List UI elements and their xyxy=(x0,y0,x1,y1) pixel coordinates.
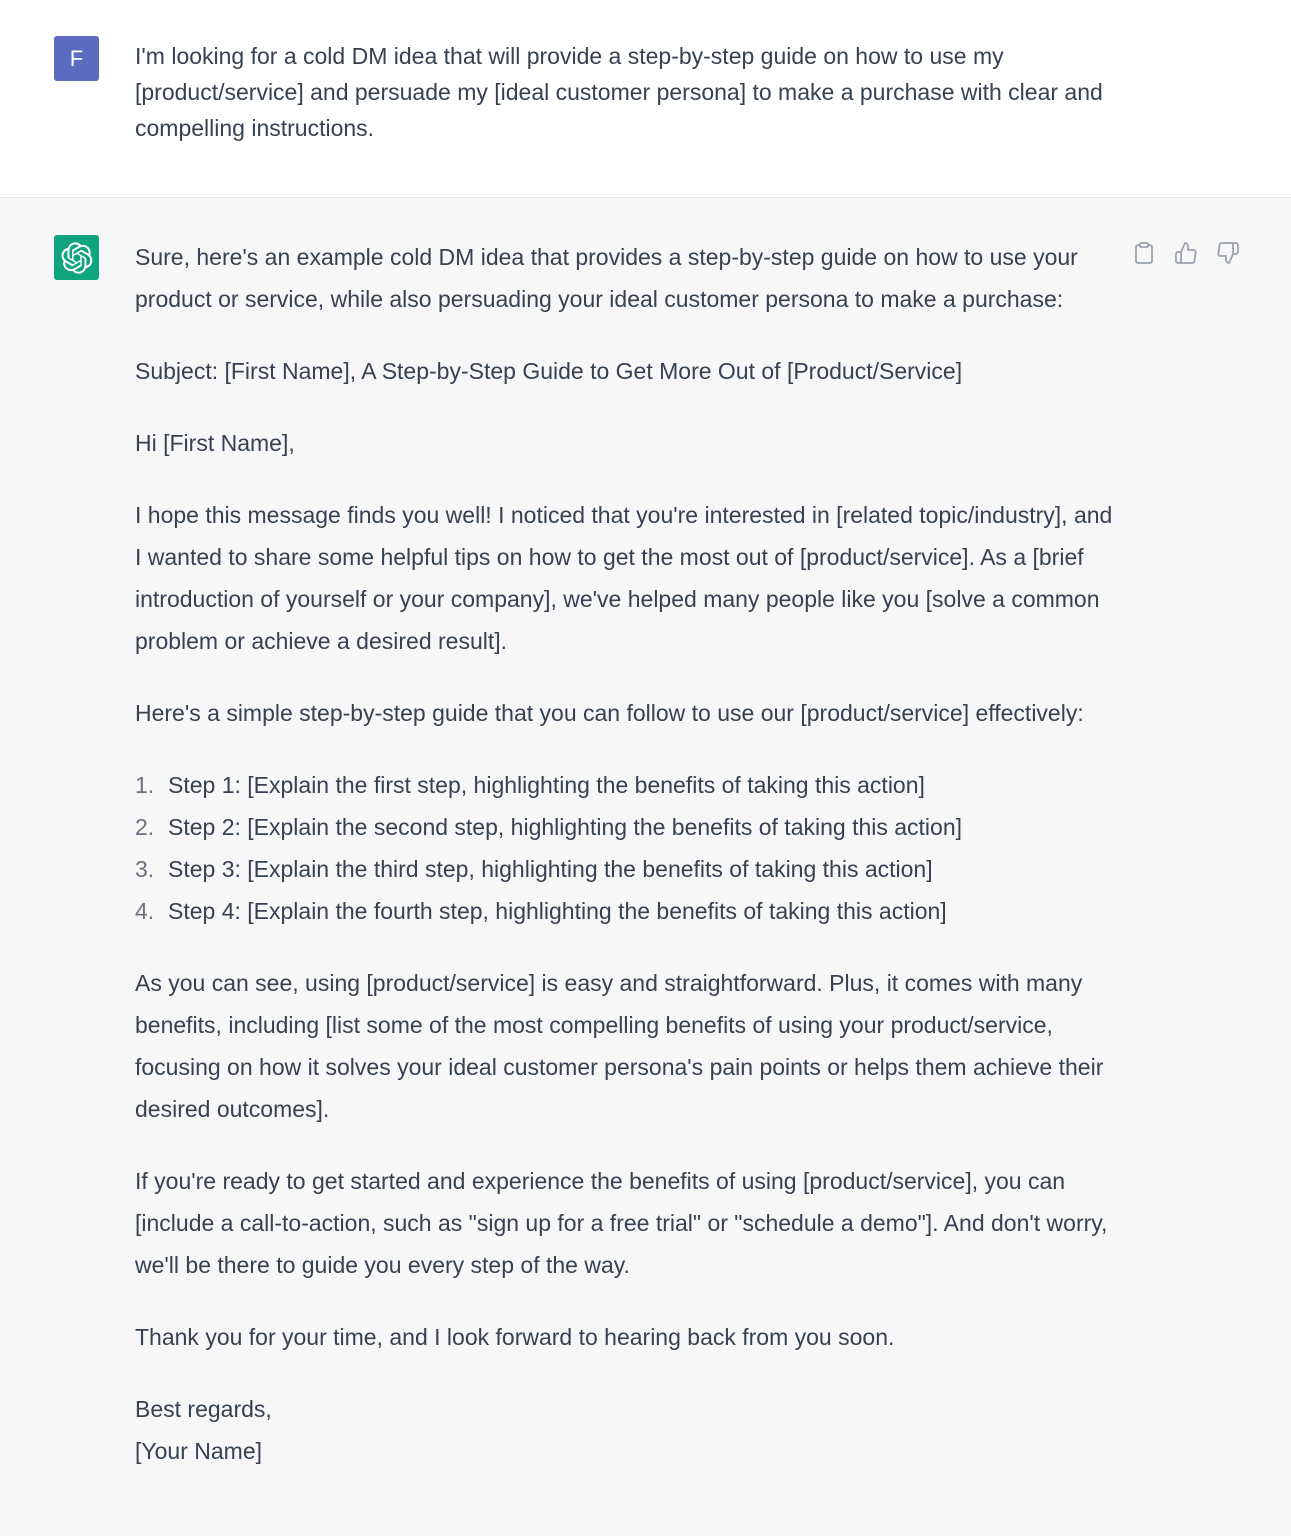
hope-paragraph: I hope this message finds you well! I noticed that you're interested in [related topic/industry], and I wanted to share some helpful tips on how to get the most out of [product/service]. As a [brief introduction of yourself or your company], we've helped many people like you [solve a common problem or achieve a desired result]. xyxy=(135,502,1113,654)
greeting-line: Hi [First Name], xyxy=(135,430,295,456)
list-item-text: Step 2: [Explain the second step, highlighting the benefits of taking this action] xyxy=(168,814,963,840)
list-item-number: 2. xyxy=(135,814,155,840)
copy-button[interactable] xyxy=(1132,240,1156,266)
list-item-text: Step 3: [Explain the third step, highlighting the benefits of taking this action] xyxy=(168,856,933,882)
list-item xyxy=(135,764,1120,806)
subject-line: Subject: [First Name], A Step-by-Step Guide to Get More Out of [Product/Service] xyxy=(135,358,963,384)
user-avatar-letter: F xyxy=(69,45,84,71)
openai-logo-icon xyxy=(61,242,93,274)
intro-paragraph: Sure, here's an example cold DM idea that provides a step-by-step guide on how to use your product or service, while also persuading your ideal customer persona to make a purchase: xyxy=(135,244,1078,312)
thumbs-down-button[interactable] xyxy=(1216,240,1240,266)
thumbs-up-button[interactable] xyxy=(1174,240,1198,266)
list-item-number: 3. xyxy=(135,856,155,882)
list-item-number: 1. xyxy=(135,772,155,798)
signature-name: [Your Name] xyxy=(135,1438,262,1464)
signoff-block xyxy=(135,1388,1120,1472)
thanks-paragraph: Thank you for your time, and I look forward to hearing back from you soon. xyxy=(135,1324,895,1350)
list-item-text: Step 4: [Explain the fourth step, highlighting the benefits of taking this action] xyxy=(168,898,947,924)
thumbs-down-icon xyxy=(1216,241,1240,265)
thumbs-up-icon xyxy=(1174,241,1198,265)
guide-intro-paragraph: Here's a simple step-by-step guide that you can follow to use our [product/service] effectively: xyxy=(135,700,1084,726)
list-item xyxy=(135,806,1120,848)
cta-paragraph: If you're ready to get started and experience the benefits of using [product/service], you can [include a call-to-action, such as "sign up for a free trial" or "schedule a demo"]. And don't worry, we'll be there to guide you every step of the way. xyxy=(135,1168,1108,1278)
clipboard-icon xyxy=(1132,241,1156,265)
list-item-text: Step 1: [Explain the first step, highlighting the benefits of taking this action] xyxy=(168,772,925,798)
assistant-message xyxy=(135,236,1120,1472)
assistant-avatar xyxy=(54,235,99,280)
signoff-line: Best regards, xyxy=(135,1396,272,1422)
steps-list xyxy=(135,764,1120,932)
user-message: I'm looking for a cold DM idea that will provide a step-by-step guide on how to use my [product/service] and persuade my [ideal customer persona] to make a purchase with clear and compelling instructions. xyxy=(135,43,1103,141)
list-item xyxy=(135,890,1120,932)
list-item-number: 4. xyxy=(135,898,155,924)
user-avatar xyxy=(54,36,99,81)
benefits-paragraph: As you can see, using [product/service] is easy and straightforward. Plus, it comes with many benefits, including [list some of the most compelling benefits of using your product/service, focusing on how it solves your ideal customer persona's pain points or helps them achieve their desired outcomes]. xyxy=(135,970,1104,1122)
list-item xyxy=(135,848,1120,890)
user-turn xyxy=(0,0,1291,198)
message-actions xyxy=(1132,240,1240,266)
